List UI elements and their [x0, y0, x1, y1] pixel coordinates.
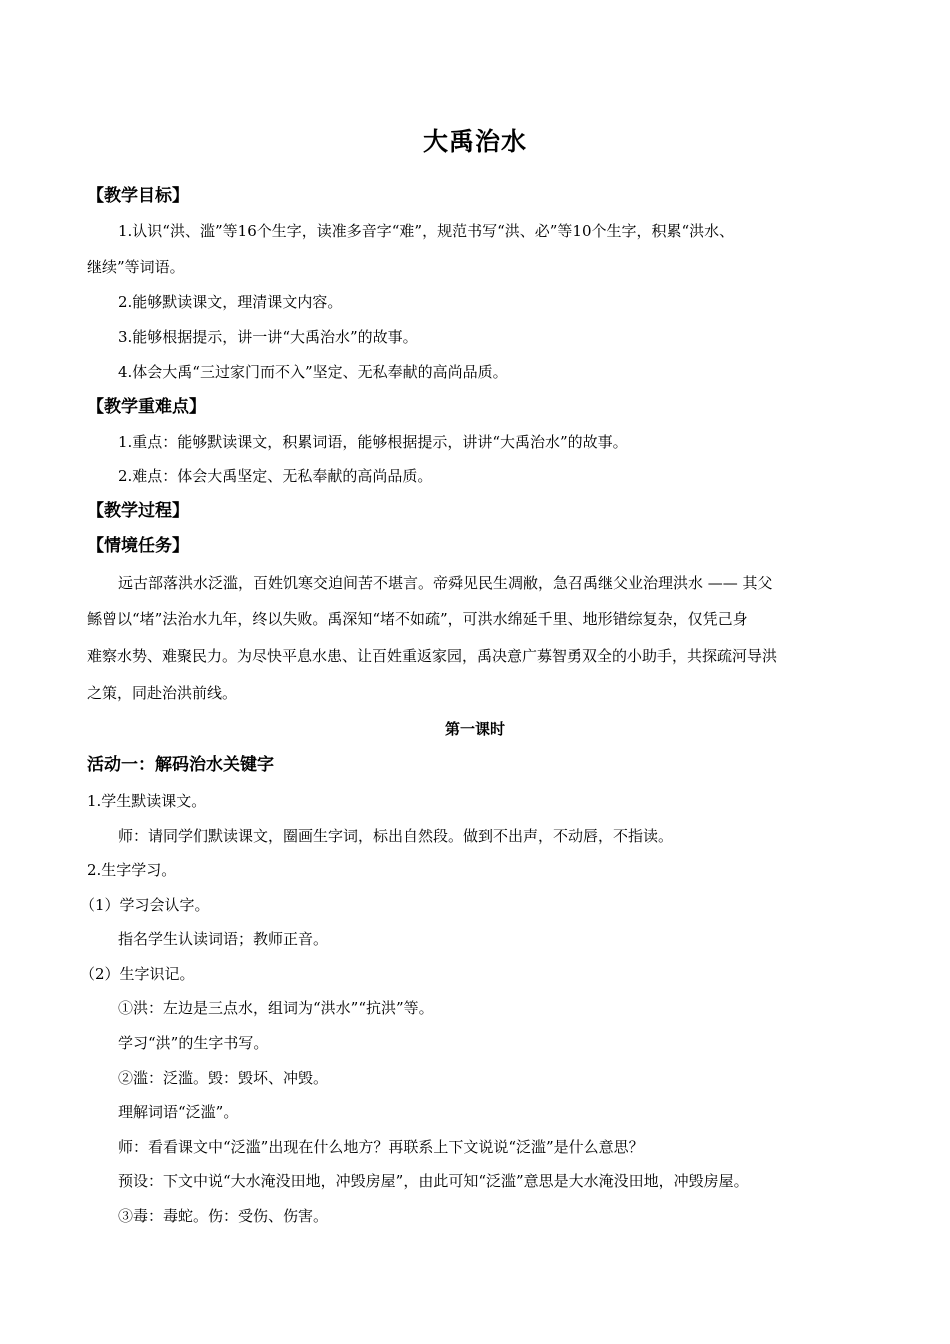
process-heading: 【教学过程】: [87, 501, 189, 521]
objective-item-1-line-2: 继续”等词语。: [87, 258, 185, 276]
objective-item-4: 4.体会大禹“三过家门而不入”坚定、无私奉献的高尚品质。: [118, 363, 508, 381]
char-hong: ①洪：左边是三点水，组词为“洪水”“抗洪”等。: [118, 999, 434, 1017]
scenario-line-2: 鲧曾以“堵”法治水九年，终以失败。禹深知“堵不如疏”，可洪水绵延千里、地形错综复杂，仅凭己身: [87, 610, 748, 628]
scenario-heading: 【情境任务】: [87, 536, 189, 556]
char-du: ③毒：毒蛇。伤：受伤、伤害。: [118, 1207, 329, 1225]
step-1: 1.学生默读课文。: [87, 792, 207, 810]
char-hong-writing: 学习“洪”的生字书写。: [118, 1034, 269, 1052]
step-2-2: （2）生字识记。: [80, 965, 195, 983]
step-2-1-detail: 指名学生认读词语；教师正音。: [118, 930, 329, 948]
expected-answer: 预设：下文中说“大水淹没田地，冲毁房屋”，由此可知“泛滥”意思是大水淹没田地，冲毁房屋。: [118, 1172, 749, 1190]
key-point-item-1: 1.重点：能够默读课文，积累词语，能够根据提示，讲讲“大禹治水”的故事。: [118, 433, 628, 451]
objective-item-1-line-1: 1.认识“洪、滥”等16个生字，读准多音字“难”，规范书写“洪、必”等10个生字，积累“洪水、: [118, 222, 735, 240]
lesson-heading: 第一课时: [444, 720, 505, 738]
step-2: 2.生字学习。: [87, 861, 177, 879]
scenario-line-4: 之策，同赴治洪前线。: [87, 684, 238, 702]
char-lan: ②滥：泛滥。毁：毁坏、冲毁。: [118, 1069, 329, 1087]
objective-item-2: 2.能够默读课文，理清课文内容。: [118, 293, 343, 311]
scenario-line-3: 难察水势、难聚民力。为尽快平息水患、让百姓重返家园，禹决意广募智勇双全的小助手，共探疏河导洪: [87, 647, 778, 665]
teacher-question: 师：看看课文中“泛滥”出现在什么地方？再联系上下文说说“泛滥”是什么意思？: [118, 1138, 644, 1156]
page-title: 大禹治水: [422, 127, 527, 156]
activity-1-heading: 活动一：解码治水关键字: [87, 755, 274, 775]
word-fanlan: 理解词语“泛滥”。: [118, 1103, 239, 1121]
key-points-heading: 【教学重难点】: [87, 397, 206, 417]
step-1-detail: 师：请同学们默读课文，圈画生字词，标出自然段。做到不出声，不动唇，不指读。: [118, 827, 674, 845]
key-point-item-2: 2.难点：体会大禹坚定、无私奉献的高尚品质。: [118, 467, 433, 485]
objectives-heading: 【教学目标】: [87, 186, 189, 206]
scenario-line-1: 远古部落洪水泛滥，百姓饥寒交迫间苦不堪言。帝舜见民生凋敝，急召禹继父业治理洪水 —— 其父: [118, 574, 773, 592]
step-2-1: （1）学习会认字。: [80, 896, 210, 914]
objective-item-3: 3.能够根据提示，讲一讲“大禹治水”的故事。: [118, 328, 418, 346]
